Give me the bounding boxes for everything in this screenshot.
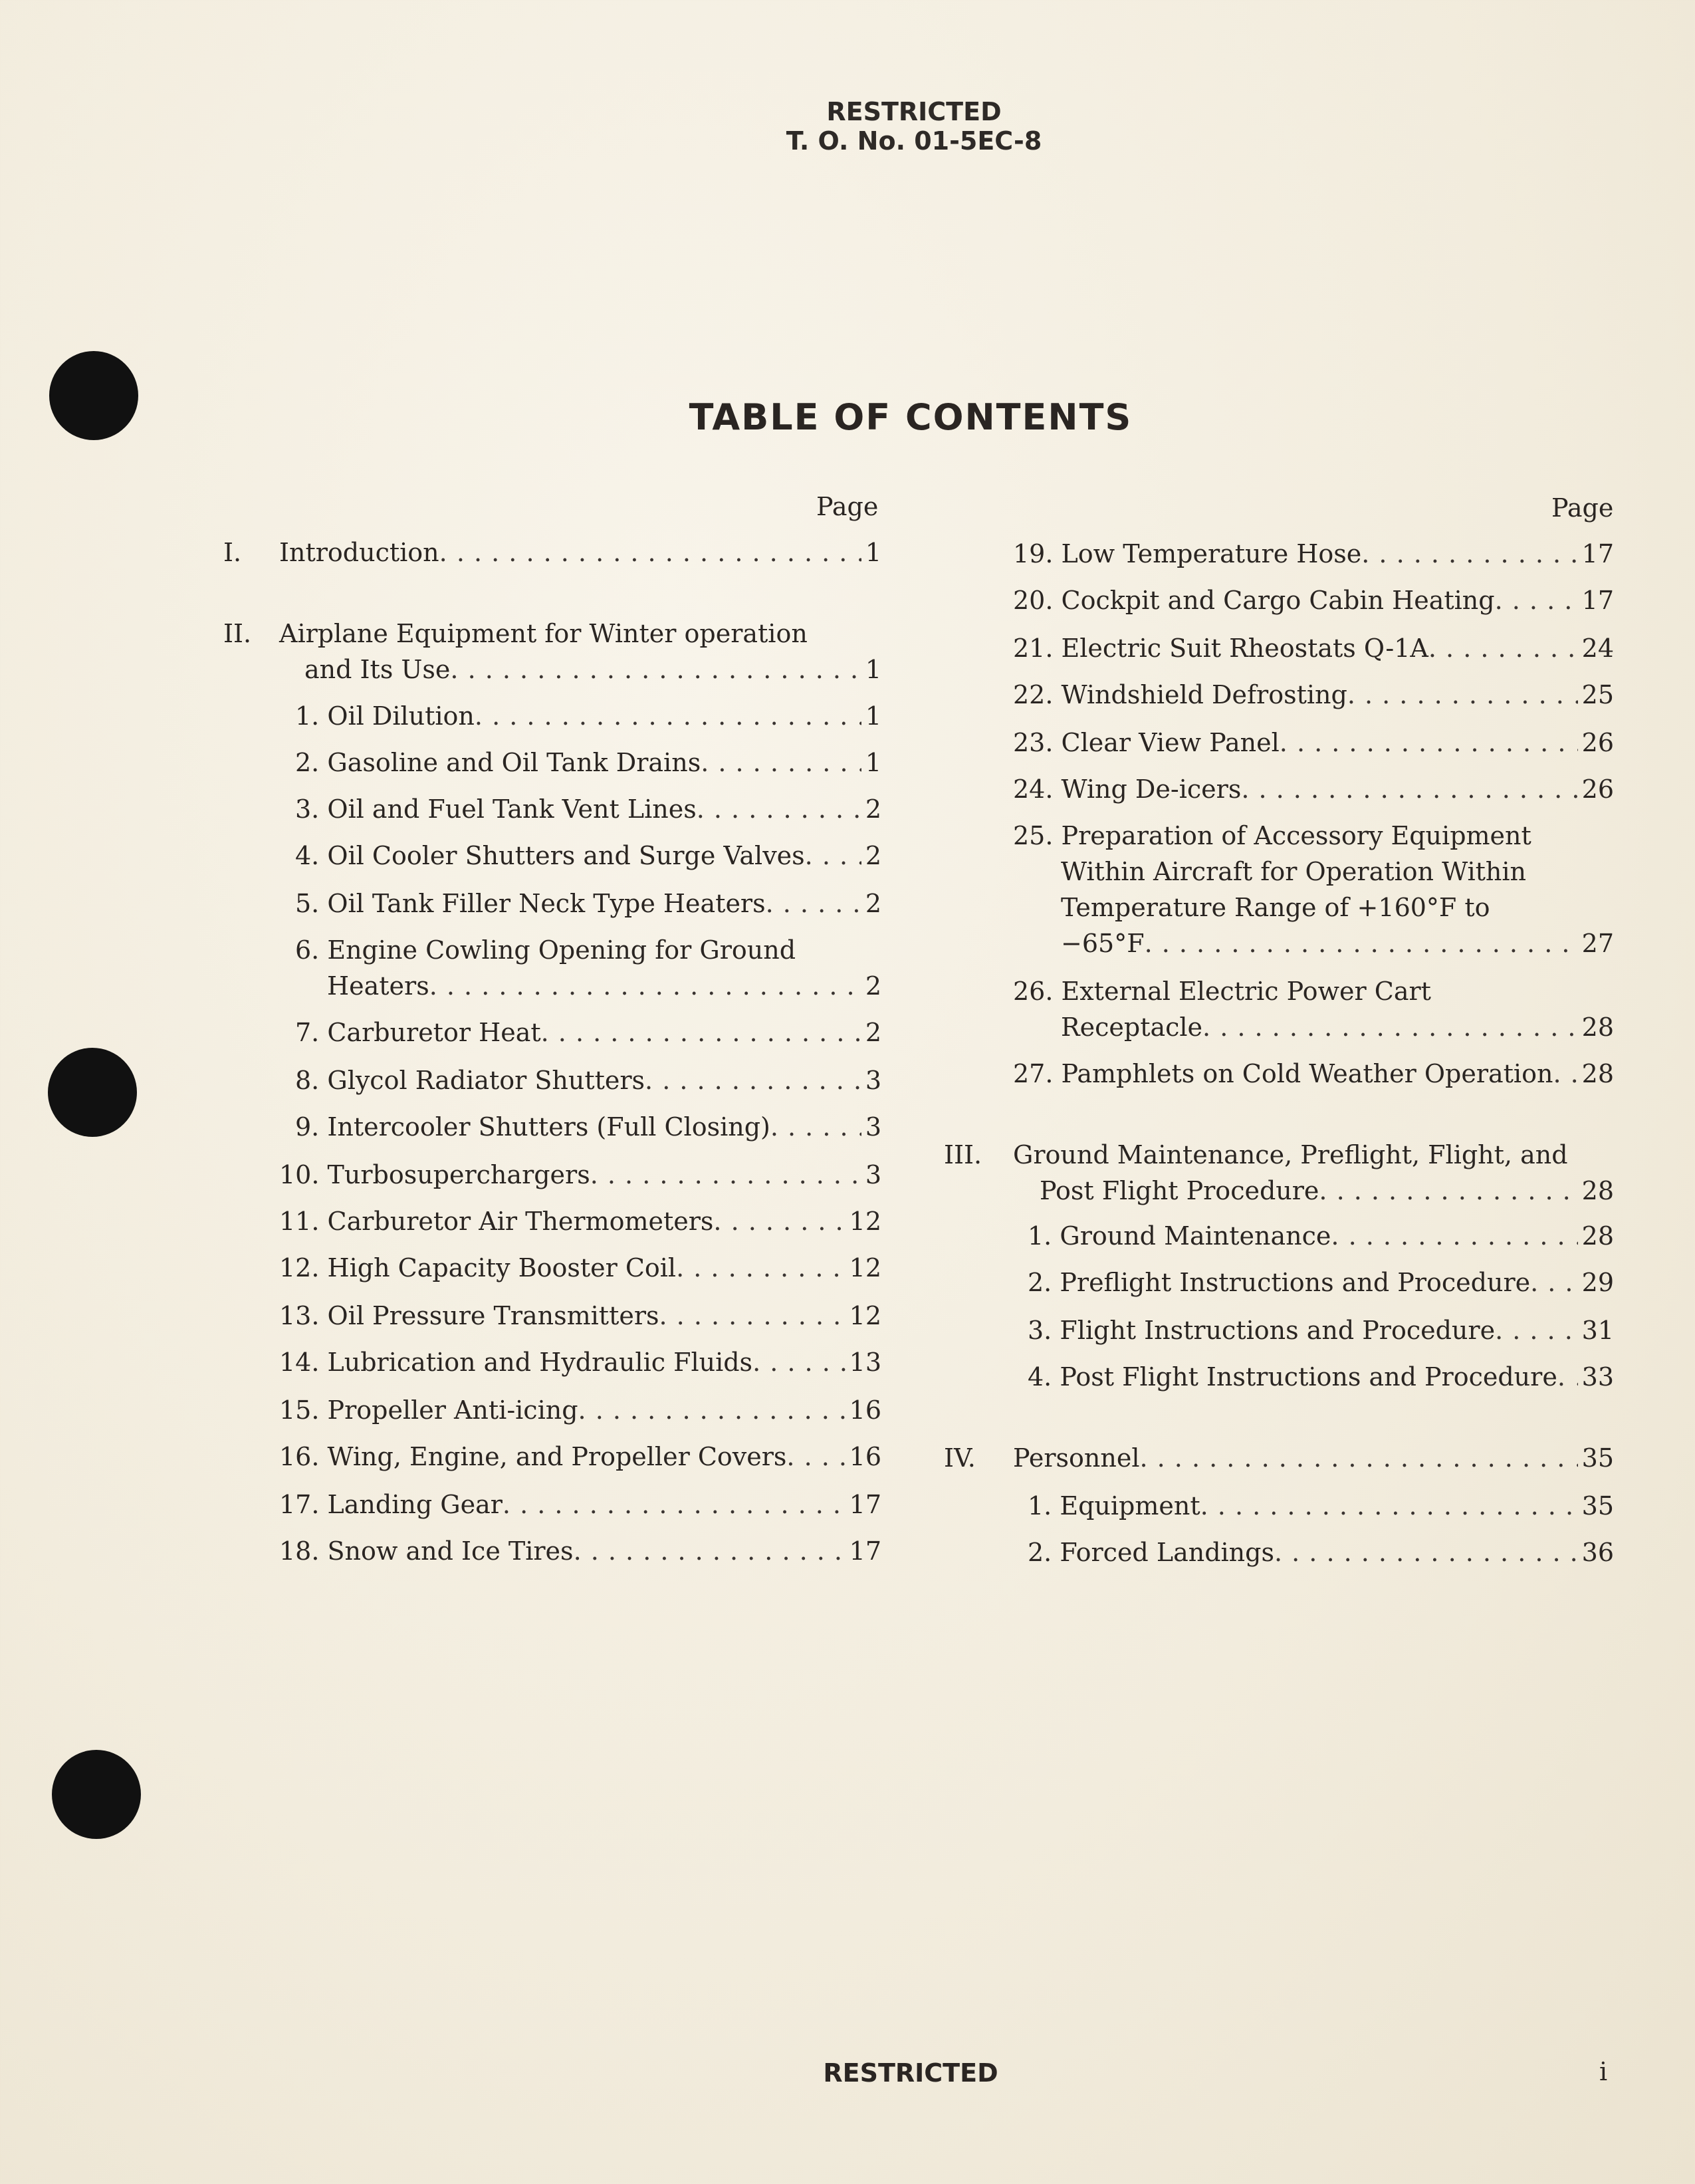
toc-entry[interactable]: II. Airplane Equipment for Winter operation and Its Use . . . 1	[223, 616, 881, 687]
toc-entry[interactable]: 7. Carburetor Heat . . . 2	[295, 1015, 881, 1050]
toc-entry[interactable]: 10. Turbosuperchargers . . . 3	[279, 1157, 881, 1193]
toc-entry[interactable]: 23. Clear View Panel . . . 26	[1013, 725, 1614, 761]
binder-hole-bottom	[52, 1750, 141, 1839]
toc-entry[interactable]: 25. Preparation of Accessory Equipment Within Aircraft for Operation Within Temperature Range of +160°F to −65°F . . . 27	[1013, 818, 1614, 961]
toc-entry[interactable]: 11. Carburetor Air Thermometers . . . 12	[279, 1203, 881, 1239]
binder-hole-middle	[48, 1048, 137, 1137]
toc-entry[interactable]: 1. Equipment . . . 35	[1028, 1488, 1614, 1524]
header-doc-number: T. O. No. 01-5EC-8	[786, 126, 1042, 156]
toc-entry[interactable]: 4. Oil Cooler Shutters and Surge Valves . . . 2	[295, 838, 881, 874]
toc-entry[interactable]: 21. Electric Suit Rheostats Q-1A . . . 24	[1013, 630, 1614, 666]
header-classification: RESTRICTED	[826, 97, 1002, 126]
toc-entry[interactable]: 22. Windshield Defrosting . . . 25	[1013, 677, 1614, 713]
page-label-left: Page	[816, 492, 879, 521]
toc-entry[interactable]: 26. External Electric Power Cart Receptacle . . . 28	[1013, 973, 1614, 1045]
toc-entry[interactable]: 14. Lubrication and Hydraulic Fluids . . . 13	[279, 1344, 881, 1380]
toc-entry[interactable]: 6. Engine Cowling Opening for Ground Heaters . . . 2	[295, 932, 881, 1004]
footer-classification: RESTRICTED	[823, 2058, 998, 2088]
toc-entry[interactable]: 1. Ground Maintenance . . . 28	[1028, 1218, 1614, 1254]
page-label-right: Page	[1551, 493, 1614, 523]
toc-entry[interactable]: IV. Personnel . . . 35	[944, 1440, 1614, 1476]
toc-entry[interactable]: I. Introduction . . . 1	[223, 535, 881, 570]
toc-entry[interactable]: 3. Oil and Fuel Tank Vent Lines . . . 2	[295, 791, 881, 827]
toc-entry[interactable]: III. Ground Maintenance, Preflight, Flight, and Post Flight Procedure . . . 28	[944, 1137, 1614, 1209]
toc-entry[interactable]: 4. Post Flight Instructions and Procedure . . . 33	[1028, 1359, 1614, 1395]
toc-entry[interactable]: 24. Wing De-icers . . . 26	[1013, 771, 1614, 807]
toc-entry[interactable]: 2. Gasoline and Oil Tank Drains . . . 1	[295, 745, 881, 781]
toc-entry[interactable]: 2. Forced Landings . . . 36	[1028, 1534, 1614, 1570]
page-folio: i	[1599, 2057, 1608, 2086]
toc-entry[interactable]: 13. Oil Pressure Transmitters . . . 12	[279, 1298, 881, 1334]
toc-entry[interactable]: 2. Preflight Instructions and Procedure . . . 29	[1028, 1265, 1614, 1300]
toc-entry[interactable]: 15. Propeller Anti-icing . . . 16	[279, 1392, 881, 1428]
toc-entry[interactable]: 27. Pamphlets on Cold Weather Operation . . . 28	[1013, 1056, 1614, 1092]
toc-entry[interactable]: 18. Snow and Ice Tires . . . 17	[279, 1533, 881, 1569]
toc-entry[interactable]: 16. Wing, Engine, and Propeller Covers . . . 16	[279, 1439, 881, 1475]
toc-entry[interactable]: 20. Cockpit and Cargo Cabin Heating . . . 17	[1013, 582, 1614, 618]
toc-entry[interactable]: 8. Glycol Radiator Shutters . . . 3	[295, 1062, 881, 1098]
toc-entry[interactable]: 12. High Capacity Booster Coil . . . 12	[279, 1250, 881, 1286]
toc-entry[interactable]: 1. Oil Dilution . . . 1	[295, 698, 881, 734]
toc-entry[interactable]: 17. Landing Gear . . . 17	[279, 1487, 881, 1522]
page-title: TABLE OF CONTENTS	[689, 396, 1133, 438]
toc-entry[interactable]: 9. Intercooler Shutters (Full Closing) . . . 3	[295, 1109, 881, 1145]
toc-entry[interactable]: 5. Oil Tank Filler Neck Type Heaters . . . 2	[295, 886, 881, 921]
toc-entry[interactable]: 3. Flight Instructions and Procedure . . . 31	[1028, 1312, 1614, 1348]
toc-entry[interactable]: 19. Low Temperature Hose . . . 17	[1013, 536, 1614, 572]
